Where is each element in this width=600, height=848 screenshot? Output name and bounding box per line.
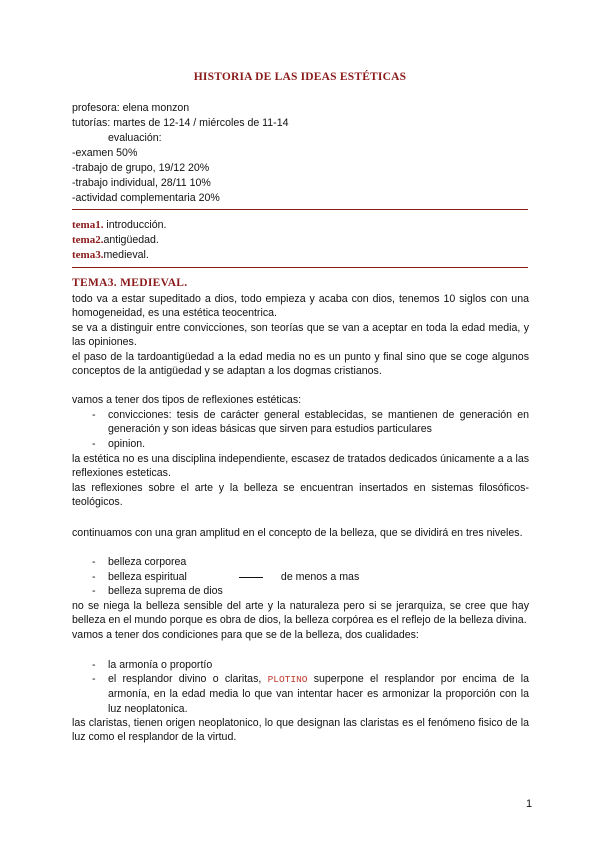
evaluation-item: -trabajo de grupo, 19/12 20% <box>72 162 210 174</box>
paragraph: las claristas, tienen origen neoplatonico, lo que designan las claristas es el fenómeno fisico de la luz como el resplandor de la virtud. <box>72 717 529 744</box>
divider <box>72 267 528 268</box>
section-title: TEMA3. MEDIEVAL. <box>72 277 188 289</box>
bullet-dash: - <box>92 571 96 583</box>
list-item <box>92 437 529 451</box>
list-item <box>92 658 529 672</box>
tema-label: tema3. <box>72 249 104 261</box>
list-item <box>92 672 529 716</box>
list-item-text: la armonía o proportío <box>108 659 213 671</box>
tema-item <box>72 234 159 247</box>
bullet-dash: - <box>92 556 96 568</box>
paragraph: el paso de la tardoantigüedad a la edad media no es un punto y final sino que se coge algunos conceptos de la antigüedad y se adaptan a los dogmas cristianos. <box>72 350 529 378</box>
tema-label: tema1. <box>72 219 104 231</box>
document-title: HISTORIA DE LAS IDEAS ESTÉTICAS <box>193 71 407 83</box>
list-item-text: belleza suprema de dios <box>108 585 223 597</box>
page-number: 1 <box>526 798 533 810</box>
body-paragraph <box>72 292 529 378</box>
profesora-line: profesora: elena monzon <box>72 102 190 114</box>
evaluation-item: -trabajo individual, 28/11 10% <box>72 177 211 189</box>
list-item-text <box>108 672 529 716</box>
divider <box>72 209 528 210</box>
tema-label: tema2. <box>72 234 104 246</box>
paragraph: se va a distinguir entre convicciones, son teorías que se van a aceptar en toda la edad media, y las opiniones. <box>72 321 529 349</box>
bullet-dash: - <box>92 659 96 671</box>
bullet-dash: - <box>92 438 96 450</box>
long-dash <box>239 577 263 578</box>
tema-text: medieval. <box>103 249 149 261</box>
evaluacion-label: evaluación: <box>108 132 162 144</box>
list-item-text <box>108 570 529 584</box>
tema-item <box>72 219 166 232</box>
paragraph: la estética no es una disciplina independiente, escasez de tratados dedicados únicamente a a las reflexiones esteticas. <box>72 453 530 480</box>
cond-text: el resplandor divino o claritas, <box>108 673 268 685</box>
tema-text: introducción. <box>103 219 167 231</box>
paragraph: vamos a tener dos condiciones para que se de la belleza, dos cualidades: <box>72 628 419 641</box>
paragraph: continuamos con una gran amplitud en el concepto de la belleza, que se dividirá en tres niveles. <box>72 527 523 539</box>
tema-text: antigüedad. <box>103 234 159 246</box>
list-item-text: belleza corporea <box>108 556 187 568</box>
bullet-dash: - <box>92 585 96 597</box>
body-paragraph <box>72 526 529 540</box>
bullet-dash: - <box>92 409 96 421</box>
evaluation-item: -actividad complementaria 20% <box>72 192 220 204</box>
belleza-note: de menos a mas <box>280 571 360 583</box>
list-item <box>92 555 529 569</box>
paragraph: vamos a tener dos tipos de reflexiones estéticas: <box>72 394 302 406</box>
evaluation-item: -examen 50% <box>72 147 138 159</box>
paragraph: todo va a estar supeditado a dios, todo empieza y acaba con dios, tenemos 10 siglos con una homogeneidad, es una estética teocentrica. <box>72 293 529 320</box>
list-item-label: belleza espiritual <box>108 571 187 583</box>
list-item <box>92 584 529 598</box>
plotino-name: PLOTINO <box>267 674 308 685</box>
cond-text: superpone el resplandor por encima de la armonía, en la edad media lo que van intentar hacer es armonizar la proporción con la luz neoplatonica. <box>108 673 529 715</box>
tema-item <box>72 249 149 262</box>
body-paragraph <box>72 452 529 510</box>
list-item <box>92 408 529 437</box>
paragraph: las reflexiones sobre el arte y la belleza se encuentran insertados en sistemas filosóficos-teológicos. <box>72 481 529 509</box>
list-item-text: opinion. <box>108 438 146 450</box>
body-paragraph <box>72 716 529 745</box>
bullet-dash: - <box>92 673 96 685</box>
list-item <box>92 570 529 584</box>
tutorias-line: tutorías: martes de 12-14 / miércoles de 11-14 <box>72 117 289 129</box>
body-paragraph <box>72 599 529 642</box>
list-item-text: convicciones: tesis de carácter general establecidas, se mantienen de generación en generación y son ideas básicas que sirven para estudios particulares <box>108 409 529 436</box>
paragraph: no se niega la belleza sensible del arte y la naturaleza pero si se jerarquiza, se cree que hay belleza en el mundo porque es obra de dios, la belleza corpórea es el reflejo de la belleza divina. <box>72 600 529 627</box>
